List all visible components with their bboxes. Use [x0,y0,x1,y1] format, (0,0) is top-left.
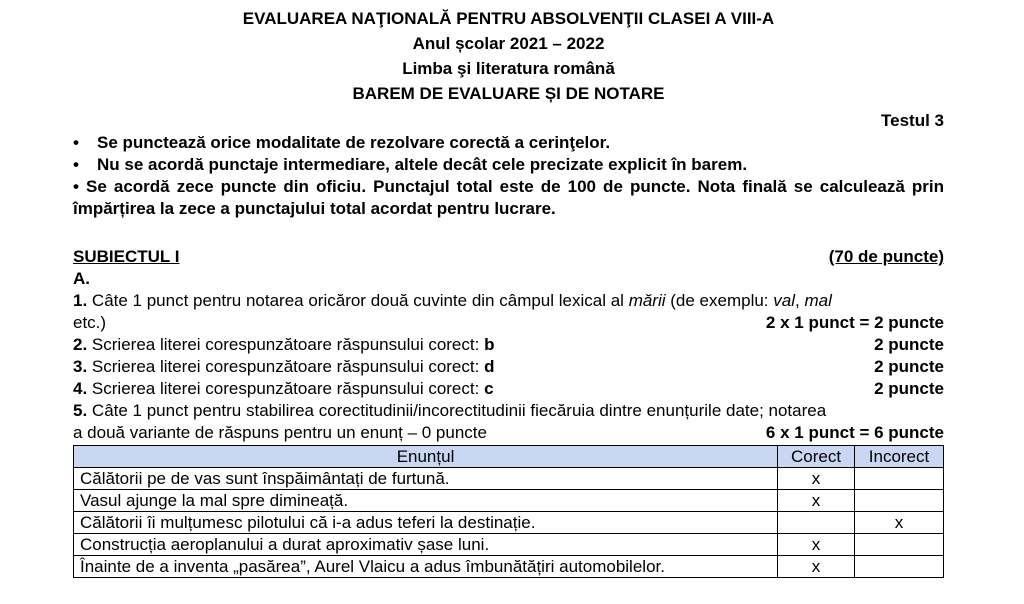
item-number: 4. [73,379,88,398]
header-school-year: Anul școlar 2021 – 2022 [412,34,605,53]
item-1 [73,290,944,312]
item-text: , [795,291,805,310]
item-text: Scrierea literei corespunzătoare răspunsului corect: [91,335,485,354]
correct-cell [778,512,855,534]
subject-heading [73,246,944,268]
table-row [74,490,944,512]
item-text: Câte 1 punct pentru notarea oricăror două cuvinte din câmpul lexical al [91,291,629,310]
table-row [74,512,944,534]
correct-cell: x [778,490,855,512]
item-number: 2. [73,335,88,354]
item-text: Scrierea literei corespunzătoare răspunsului corect: [91,357,485,376]
test-number: Testul 3 [881,111,944,130]
rule-2 [73,154,944,176]
subject-points: (70 de puncte) [828,247,944,266]
table-row [74,534,944,556]
header-title: EVALUAREA NAŢIONALĂ PENTRU ABSOLVENŢII CLASEI A VIII-A [242,9,775,28]
item-number: 3. [73,357,88,376]
header-barem: BAREM DE EVALUARE ȘI DE NOTARE [352,84,665,103]
item-points: 2 puncte [874,335,944,354]
correct-cell: x [778,468,855,490]
statement-cell: Înainte de a inventa „pasărea”, Aurel Vlaicu a adus îmbunătățiri automobilelor. [74,556,778,578]
item-emphasis: val [773,291,795,310]
item-points: 2 x 1 punct = 2 puncte [765,313,944,332]
statement-cell: Vasul ajunge la mal spre dimineață. [74,490,778,512]
item-2 [73,334,944,356]
bullet-icon: • [73,133,79,152]
section-label: A. [73,269,90,288]
item-answer: b [484,335,495,354]
item-1-cont [73,312,944,334]
incorrect-cell [855,468,944,490]
item-points: 6 x 1 punct = 6 puncte [765,423,944,442]
item-text: Câte 1 punct pentru stabilirea corectitudinii/incorectitudinii fiecăruia dintre enunțurile date; notarea [91,401,827,420]
table-header-row [74,446,944,468]
statement-cell: Călătorii pe de vas sunt înspăimântați de furtună. [74,468,778,490]
item-answer: c [484,379,494,398]
item-3 [73,356,944,378]
item-answer: d [484,357,495,376]
item-5-cont [73,422,944,444]
table-row [74,556,944,578]
bullet-icon: • [73,177,79,196]
column-header-incorrect: Incorect [855,446,944,468]
column-header-correct: Corect [778,446,855,468]
column-header-statement: Enunțul [74,446,778,468]
item-4 [73,378,944,400]
table-row [74,468,944,490]
item-text: etc.) [73,313,107,332]
rule-3 [73,176,944,220]
statement-cell: Construcția aeroplanului a durat aproximativ șase luni. [74,534,778,556]
item-number: 1. [73,291,88,310]
bullet-icon: • [73,155,79,174]
subject-title: SUBIECTUL I [73,247,180,266]
incorrect-cell [855,556,944,578]
rule-text: Se punctează orice modalitate de rezolvare corectă a cerinţelor. [97,133,611,152]
item-points: 2 puncte [874,379,944,398]
document-page [73,6,944,578]
item-emphasis: mării [628,291,666,310]
item-text: Scrierea literei corespunzătoare răspunsului corect: [91,379,485,398]
rule-text: Nu se acordă punctaje intermediare, altele decât cele precizate explicit în barem. [97,155,748,174]
statement-cell: Călătorii îi mulțumesc pilotului că i-a adus teferi la destinație. [74,512,778,534]
item-emphasis: mal [804,291,832,310]
incorrect-cell [855,490,944,512]
item-number: 5. [73,401,88,420]
correct-cell: x [778,534,855,556]
item-points: 2 puncte [874,357,944,376]
item-text: a două variante de răspuns pentru un enunț – 0 puncte [73,423,487,442]
rule-text: Se acordă zece puncte din oficiu. Punctajul total este de 100 de puncte. Nota finală se calculează prin împărțirea la zece a punctajului total acordat pentru lucrare. [73,177,944,218]
item-text: (de exemplu: [665,291,774,310]
incorrect-cell: x [855,512,944,534]
incorrect-cell [855,534,944,556]
statements-table [73,445,944,578]
item-5 [73,400,944,422]
rule-1 [73,132,944,154]
correct-cell: x [778,556,855,578]
header-subject: Limba şi literatura română [402,59,615,78]
